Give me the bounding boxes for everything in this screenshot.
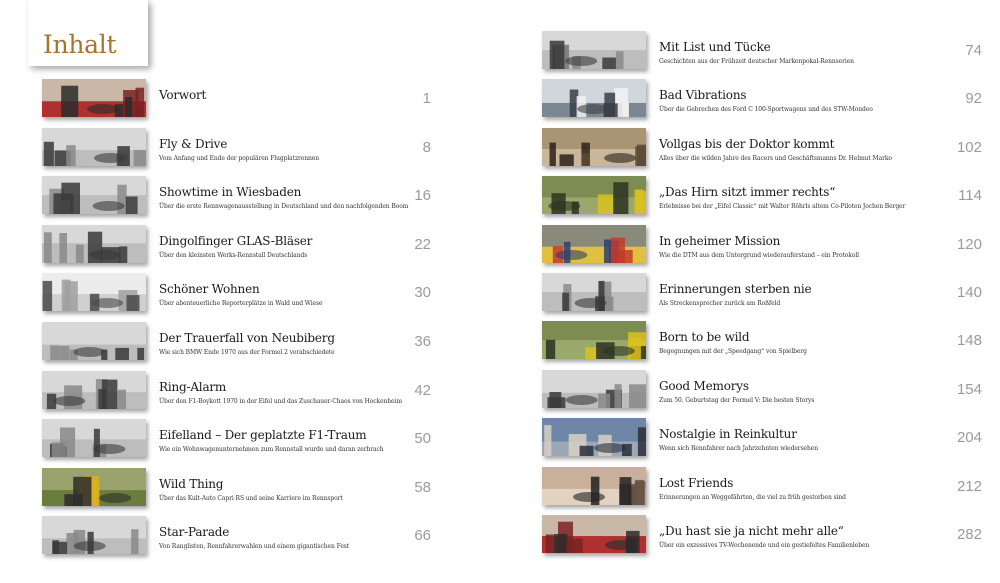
entry-photo xyxy=(42,371,146,409)
entry-subtitle: Wenn sich Rennfahrer nach Jahrzehnten wiedersehen xyxy=(659,445,818,453)
entry-photo xyxy=(42,273,146,311)
toc-entry-showtime-in-wiesbaden[interactable] xyxy=(42,176,447,220)
entry-title: Dingolfinger GLAS-Bläser xyxy=(159,233,313,248)
entry-title: Good Memorys xyxy=(659,378,749,393)
toc-entry-du-hast-sie-ja-nicht-mehr-alle[interactable] xyxy=(542,515,982,559)
entry-title: Wild Thing xyxy=(159,476,224,491)
entry-photo xyxy=(542,176,646,214)
entry-page-number: 16 xyxy=(414,187,431,205)
toc-entry-fly-drive[interactable] xyxy=(42,128,447,172)
toc-entry-lost-friends[interactable] xyxy=(542,467,982,511)
entry-page-number: 102 xyxy=(956,138,982,156)
entry-page-number: 74 xyxy=(965,42,982,59)
toc-entry-vollgas-bis-der-doktor-kommt[interactable] xyxy=(542,128,982,172)
entry-page-number: 36 xyxy=(414,333,431,350)
toc-entry-erinnerungen-sterben-nie[interactable] xyxy=(542,273,982,317)
entry-photo xyxy=(542,467,646,505)
entry-subtitle: Wie die DTM aus dem Untergrund wiederauferstand – ein Protokoll xyxy=(659,251,859,259)
page-title: Inhalt xyxy=(43,30,117,59)
entry-subtitle: Begegnungen mit der „Speedgang“ von Spielberg xyxy=(659,348,807,356)
toc-entry-vorwort[interactable] xyxy=(42,79,447,123)
entry-title: Mit List und Tücke xyxy=(659,40,771,54)
entry-title: Showtime in Wiesbaden xyxy=(159,185,302,200)
toc-entry-star-parade[interactable] xyxy=(42,516,447,560)
entry-photo xyxy=(542,321,646,359)
entry-subtitle: Geschichten aus der Frühzeit deutscher Markenpokal-Rennserien xyxy=(659,58,854,65)
entry-title: Eifelland – Der geplatzte F1-Traum xyxy=(159,428,367,443)
entry-subtitle: Alles über die wilden Jahre des Racers und Geschäftsmanns Dr. Helmut Marko xyxy=(659,154,892,162)
entry-title: Fly & Drive xyxy=(159,136,228,151)
entry-page-number: 92 xyxy=(965,90,982,108)
entry-title: Vollgas bis der Doktor kommt xyxy=(659,136,835,151)
entry-subtitle: Erlebnisse bei der „Eifel Classic“ mit Walter Röhrls altem Co-Piloten Jochen Berger xyxy=(659,203,906,211)
entry-photo xyxy=(42,516,146,554)
entry-title: In geheimer Mission xyxy=(659,233,781,248)
entry-subtitle: Über den F1-Boykott 1970 in der Eifel und das Zuschauer-Chaos von Hockenheim xyxy=(159,397,402,405)
entry-page-number: 154 xyxy=(956,380,982,398)
entry-page-number: 58 xyxy=(414,478,431,496)
entry-title: Ring-Alarm xyxy=(159,379,227,394)
entry-subtitle: Über ein exzessives TV-Wochenende und ein gestiefeltes Familienleben xyxy=(659,542,870,549)
toc-entry-nostalgie-in-reinkultur[interactable] xyxy=(542,418,982,462)
toc-entry-schoner-wohnen[interactable] xyxy=(42,273,447,317)
entry-subtitle: Vom Anfang und Ende der populären Flugplatzrennen xyxy=(159,154,319,162)
entry-photo xyxy=(542,225,646,263)
entry-page-number: 22 xyxy=(414,235,431,253)
toc-entry-das-hirn-sitzt-immer-rechts[interactable] xyxy=(542,176,982,220)
entry-page-number: 114 xyxy=(958,187,982,205)
entry-page-number: 8 xyxy=(422,138,431,156)
entry-subtitle: Erinnerungen an Weggefährten, die viel zu früh gestorben sind xyxy=(659,493,846,501)
entry-subtitle: Zum 50. Geburtstag der Formel V: Die besten Storys xyxy=(659,396,815,404)
page-title-box xyxy=(28,0,148,66)
entry-page-number: 30 xyxy=(414,284,431,302)
toc-entry-ring-alarm[interactable] xyxy=(42,371,447,415)
toc-entry-wild-thing[interactable] xyxy=(42,468,447,512)
entry-photo xyxy=(42,176,146,214)
entry-photo xyxy=(542,79,646,117)
entry-photo xyxy=(542,418,646,456)
entry-photo xyxy=(542,128,646,166)
toc-entry-mit-list-und-tucke[interactable] xyxy=(542,31,982,75)
entry-page-number: 212 xyxy=(956,477,982,495)
entry-title: Der Trauerfall von Neubiberg xyxy=(159,331,335,345)
entry-page-number: 42 xyxy=(414,381,431,399)
entry-photo xyxy=(42,128,146,166)
entry-title: Nostalgie in Reinkultur xyxy=(659,427,797,442)
toc-entry-good-memorys[interactable] xyxy=(542,370,982,414)
entry-title: Schöner Wohnen xyxy=(159,282,260,297)
toc-entry-eifelland-der-geplatzte-f1-traum[interactable] xyxy=(42,419,447,463)
entry-photo xyxy=(42,419,146,457)
entry-page-number: 140 xyxy=(956,284,982,301)
entry-page-number: 148 xyxy=(956,332,982,350)
entry-page-number: 1 xyxy=(422,90,431,107)
toc-entry-in-geheimer-mission[interactable] xyxy=(542,225,982,269)
entry-page-number: 282 xyxy=(956,526,982,543)
entry-title: Born to be wild xyxy=(659,330,750,345)
entry-photo xyxy=(42,468,146,506)
entry-subtitle: Als Streckensprecher zurück am Roßfeld xyxy=(659,300,781,307)
entry-subtitle: Über abenteuerliche Reporterplätze in Wald und Wiese xyxy=(159,300,323,308)
toc-entry-bad-vibrations[interactable] xyxy=(542,79,982,123)
entry-title: Erinnerungen sterben nie xyxy=(659,282,812,296)
entry-page-number: 50 xyxy=(414,430,431,448)
entry-title: „Das Hirn sitzt immer rechts“ xyxy=(659,185,836,200)
entry-photo xyxy=(542,370,646,408)
entry-photo xyxy=(42,79,146,117)
entry-subtitle: Über die Gebrechen des Ford C 100-Sportwagens und des STW-Mondeo xyxy=(659,106,873,114)
entry-page-number: 66 xyxy=(414,527,431,545)
entry-subtitle: Über das Kult-Auto Capri RS und seine Karriere im Rennsport xyxy=(159,494,343,502)
entry-page-number: 120 xyxy=(956,235,982,253)
entry-photo xyxy=(542,273,646,311)
entry-title: Vorwort xyxy=(159,88,207,102)
entry-photo xyxy=(542,31,646,69)
entry-subtitle: Über den kleinsten Werks-Rennstall Deutschlands xyxy=(159,251,308,259)
entry-subtitle: Wie ein Wohnwagenunternehmen zum Rennstall wurde und daran zerbrach xyxy=(159,446,384,454)
entry-title: Star-Parade xyxy=(159,525,230,540)
entry-photo xyxy=(42,225,146,263)
entry-photo xyxy=(42,322,146,360)
entry-photo xyxy=(542,515,646,553)
entry-subtitle: Über die erste Rennwagenausstellung in Deutschland und den nachfolgenden Boom xyxy=(159,203,409,211)
entry-title: Lost Friends xyxy=(659,475,734,490)
entry-page-number: 204 xyxy=(956,429,982,447)
toc-entry-born-to-be-wild[interactable] xyxy=(542,321,982,365)
entry-title: Bad Vibrations xyxy=(659,88,747,103)
entry-subtitle: Von Ranglisten, Rennfahrerwahlen und einem gigantischen Fest xyxy=(159,543,350,551)
toc-entry-dingolfinger-glas-blaser[interactable] xyxy=(42,225,447,269)
toc-entry-der-trauerfall-von-neubiberg[interactable] xyxy=(42,322,447,366)
entry-subtitle: Wie sich BMW Ende 1970 aus der Formel 2 verabschiedete xyxy=(159,349,335,356)
entry-title: „Du hast sie ja nicht mehr alle“ xyxy=(659,524,844,538)
